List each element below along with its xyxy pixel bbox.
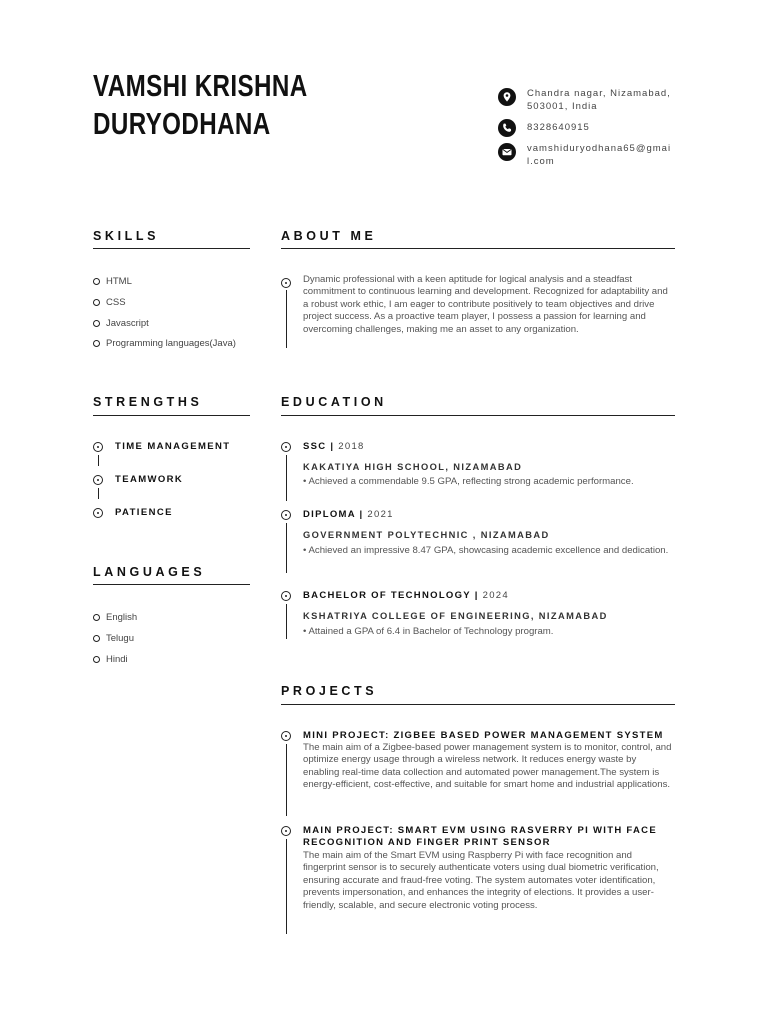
timeline-circle-icon bbox=[281, 826, 291, 836]
contact-email[interactable]: vamshiduryodhana65@gmail.com bbox=[527, 143, 672, 167]
timeline-circle-icon bbox=[93, 475, 103, 485]
education-school: KAKATIYA HIGH SCHOOL, NIZAMABAD bbox=[303, 462, 523, 472]
about-text: Dynamic professional with a keen aptitude for logical analysis and a steadfast commitment to continuous learning and development. Recognized for adaptability and a robust work ethic, I am eager to contribute positively to team objectives and drive project success. As a proactive team player, I possess a passion for learning and overcoming challenges, making me an asset to any organization. bbox=[303, 274, 668, 335]
strength-item: PATIENCE bbox=[115, 507, 173, 518]
timeline-circle-icon bbox=[281, 731, 291, 741]
education-description: • Achieved a commendable 9.5 GPA, reflecting strong academic performance. bbox=[303, 476, 634, 487]
timeline-circle-icon bbox=[281, 510, 291, 520]
timeline-circle-icon bbox=[281, 591, 291, 601]
strengths-divider bbox=[93, 415, 250, 416]
about-divider bbox=[281, 248, 675, 249]
education-title: EDUCATION bbox=[281, 395, 387, 409]
project-title: MAIN PROJECT: SMART EVM USING RASVERRY PI WITH FACE RECOGNITION AND FINGER PRINT SENSOR bbox=[303, 825, 657, 849]
list-item: HTML bbox=[93, 275, 236, 296]
contact-phone[interactable]: 8328640915 bbox=[527, 122, 590, 133]
education-school: KSHATRIYA COLLEGE OF ENGINEERING, NIZAMABAD bbox=[303, 611, 608, 621]
timeline-connector bbox=[286, 523, 287, 573]
languages-title: LANGUAGES bbox=[93, 565, 206, 579]
phone-icon bbox=[498, 119, 516, 137]
timeline-connector bbox=[286, 290, 287, 348]
projects-divider bbox=[281, 704, 675, 705]
list-item: Programming languages(Java) bbox=[93, 337, 236, 358]
languages-list bbox=[93, 611, 137, 673]
project-description: The main aim of a Zigbee-based power management system is to monitor, control, and optimize energy usage through a wireless network. It reduces energy waste by enabling real-time data collection and automated power management.The system is energy-efficient, cost-effective, and suitable for smart home and industrial applications. bbox=[303, 742, 672, 791]
projects-title: PROJECTS bbox=[281, 684, 378, 698]
timeline-connector bbox=[286, 455, 287, 501]
contact-address-row bbox=[498, 88, 675, 113]
timeline-circle-icon bbox=[281, 278, 291, 288]
name-first: VAMSHI KRISHNA bbox=[93, 68, 308, 103]
about-title: ABOUT ME bbox=[281, 229, 377, 243]
skills-title: SKILLS bbox=[93, 229, 160, 243]
timeline-connector bbox=[286, 839, 287, 934]
bullet-circle-icon bbox=[93, 299, 100, 306]
timeline-connector bbox=[98, 488, 99, 499]
languages-divider bbox=[93, 584, 250, 585]
timeline-connector bbox=[286, 744, 287, 816]
bullet-circle-icon bbox=[93, 614, 100, 621]
timeline-circle-icon bbox=[93, 442, 103, 452]
location-pin-icon bbox=[498, 88, 516, 106]
bullet-circle-icon bbox=[93, 635, 100, 642]
bullet-circle-icon bbox=[93, 340, 100, 347]
timeline-connector bbox=[98, 455, 99, 466]
education-description: • Attained a GPA of 6.4 in Bachelor of Technology program. bbox=[303, 626, 554, 637]
list-item: Hindi bbox=[93, 653, 137, 674]
list-item: English bbox=[93, 611, 137, 632]
contact-email-row bbox=[498, 143, 675, 168]
skills-divider bbox=[93, 248, 250, 249]
list-item: Telugu bbox=[93, 632, 137, 653]
bullet-circle-icon bbox=[93, 656, 100, 663]
list-item: Javascript bbox=[93, 317, 236, 338]
project-title: MINI PROJECT: ZIGBEE BASED POWER MANAGEMENT SYSTEM bbox=[303, 730, 664, 741]
education-degree: SSC | 2018 bbox=[303, 441, 365, 452]
contact-phone-row bbox=[498, 119, 675, 137]
timeline-circle-icon bbox=[93, 508, 103, 518]
list-item: CSS bbox=[93, 296, 236, 317]
project-description: The main aim of the Smart EVM using Raspberry Pi with face recognition and fingerprint sensor is to securely authenticate voters using dual biometric verification, ensuring accurate and fraud-free voting. The system automates voter identification, prevents impersonation, and enhances the integrity of elections. It provides a user-friendly, scalable, and secure electronic voting process. bbox=[303, 850, 659, 911]
education-divider bbox=[281, 415, 675, 416]
bullet-circle-icon bbox=[93, 320, 100, 327]
education-degree: DIPLOMA | 2021 bbox=[303, 509, 394, 520]
timeline-circle-icon bbox=[281, 442, 291, 452]
email-icon bbox=[498, 143, 516, 161]
strength-item: TIME MANAGEMENT bbox=[115, 441, 231, 452]
skills-list bbox=[93, 275, 236, 358]
education-school: GOVERNMENT POLYTECHNIC , NIZAMABAD bbox=[303, 530, 550, 540]
strengths-title: STRENGTHS bbox=[93, 395, 203, 409]
timeline-connector bbox=[286, 604, 287, 639]
bullet-circle-icon bbox=[93, 278, 100, 285]
education-description: • Achieved an impressive 8.47 GPA, showcasing academic excellence and dedication. bbox=[303, 545, 669, 556]
contact-address: Chandra nagar, Nizamabad, 503001, India bbox=[527, 88, 671, 112]
strength-item: TEAMWORK bbox=[115, 474, 184, 485]
name-last: DURYODHANA bbox=[93, 106, 271, 141]
education-degree: BACHELOR OF TECHNOLOGY | 2024 bbox=[303, 590, 509, 601]
